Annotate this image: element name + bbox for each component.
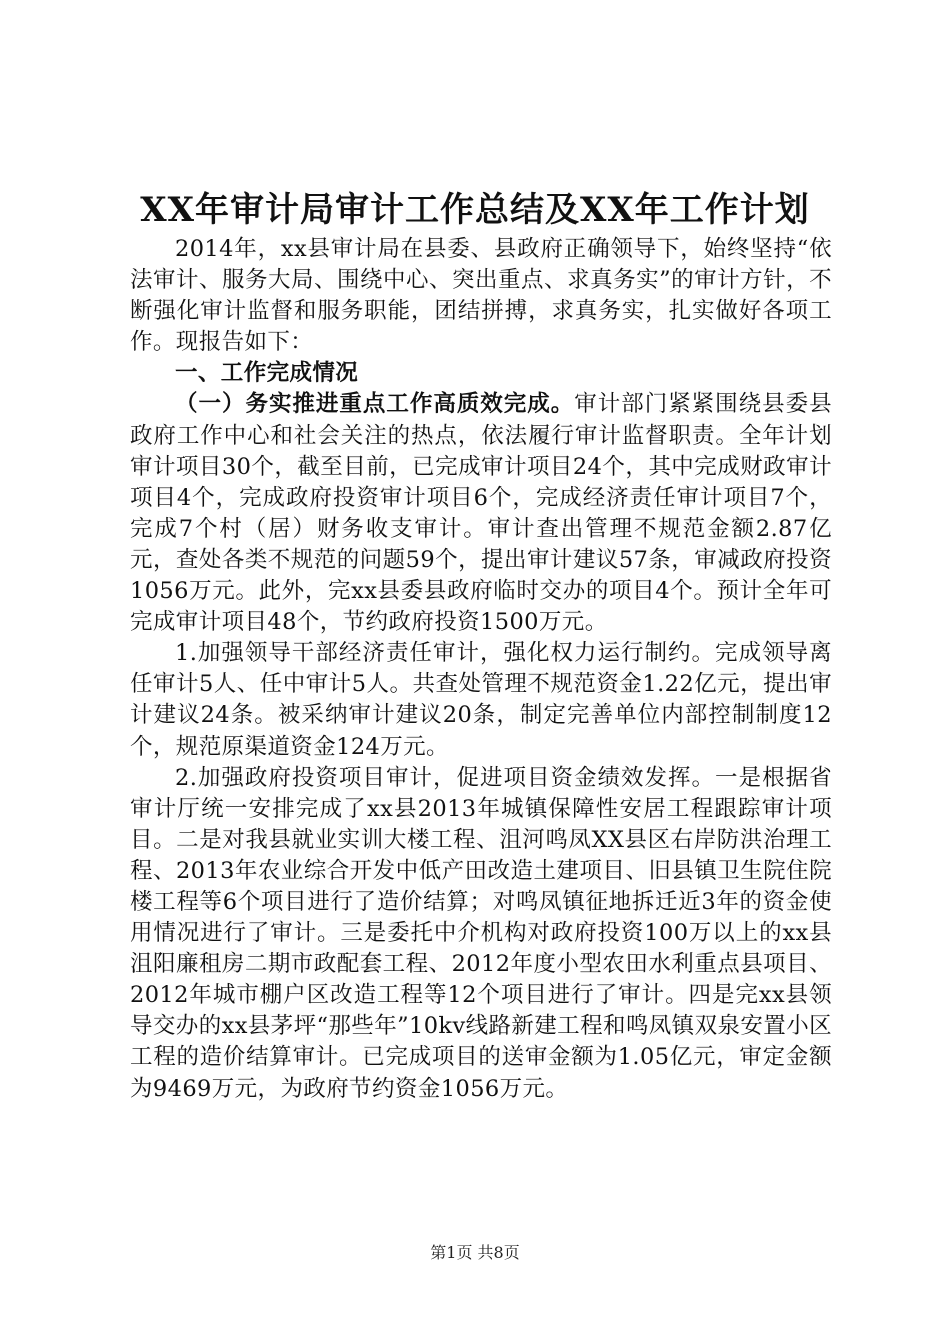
item-paragraph-economic-responsibility: 1.加强领导干部经济责任审计，强化权力运行制约。完成领导离任审计5人、任中审计5人。共查处管理不规范资金1.22亿元，提出审计建议24条。被采纳审计建议20条，制定完善单位内部控制制度12个，规范原渠道资金124万元。: [130, 640, 832, 760]
subsection-paragraph-key-work: [130, 389, 832, 638]
item-paragraph-investment-audit: 2.加强政府投资项目审计，促进项目资金绩效发挥。一是根据省审计厅统一安排完成了xx县2013年城镇保障性安居工程跟踪审计项目。二是对我县就业实训大楼工程、沮河鸣凤XX县区右岸防洪治理工程、2013年农业综合开发中低产田改造土建项目、旧县镇卫生院住院楼工程等6个项目进行了造价结算；对鸣凤镇征地拆迁近3年的资金使用情况进行了审计。三是委托中介机构对政府投资100万以上的xx县沮阳廉租房二期市政配套工程、2012年度小型农田水利重点县项目、2012年城市棚户区改造工程等12个项目进行了审计。四是完xx县领导交办的xx县茅坪“那些年”10kv线路新建工程和鸣凤镇双泉安置小区工程的造价结算审计。已完成项目的送审金额为1.05亿元，审定金额为9469万元，为政府节约资金1056万元。: [130, 764, 832, 1102]
document-body: [130, 234, 832, 1105]
intro-paragraph: 2014年，xx县审计局在县委、县政府正确领导下，始终坚持“依法审计、服务大局、围绕中心、突出重点、求真务实”的审计方针，不断强化审计监督和服务职能，团结拼搏，求真务实，扎实做好各项工作。现报告如下：: [130, 236, 832, 356]
page-number-footer: 第1页 共8页: [430, 1243, 520, 1262]
subsection-lead: （一）务实推进重点工作高质效完成。: [175, 391, 575, 418]
document-title: XX年审计局审计工作总结及XX年工作计划: [140, 190, 810, 230]
section-heading-work-completion: 一、工作完成情况: [175, 360, 359, 387]
subsection-text: 审计部门紧紧围绕县委县政府工作中心和社会关注的热点，依法履行审计监督职责。全年计划审计项目30个，截至目前，已完成审计项目24个，其中完成财政审计项目4个，完成政府投资审计项目6个，完成经济责任审计项目7个，完成7个村（居）财务收支审计。审计查出管理不规范金额2.87亿元，查处各类不规范的问题59个，提出审计建议57条，审减政府投资1056万元。此外，完xx县委县政府临时交办的项目4个。预计全年可完成审计项目48个，节约政府投资1500万元。: [130, 391, 832, 636]
